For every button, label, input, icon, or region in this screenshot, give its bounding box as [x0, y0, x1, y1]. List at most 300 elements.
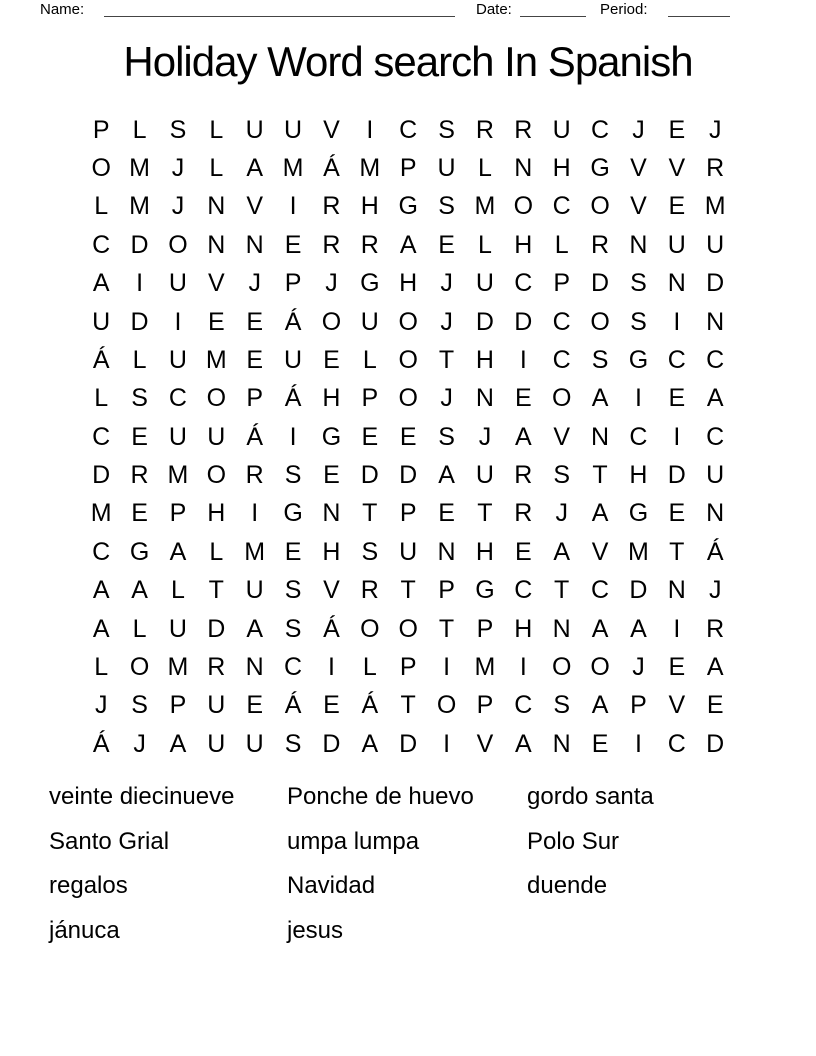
- grid-cell: D: [475, 307, 494, 336]
- grid-cell: C: [168, 384, 187, 413]
- grid-cell: P: [284, 269, 302, 298]
- grid-cell: N: [514, 154, 533, 183]
- grid-cell: E: [399, 422, 417, 451]
- grid-cell: S: [591, 345, 609, 374]
- grid-cell: J: [478, 422, 492, 451]
- grid-cell: N: [552, 729, 571, 758]
- grid-cell: N: [629, 230, 648, 259]
- period-blank-line: [668, 2, 730, 17]
- grid-cell: E: [323, 461, 340, 490]
- grid-cell: Á: [92, 729, 110, 758]
- grid-cell: R: [322, 192, 341, 221]
- grid-cell: N: [245, 230, 264, 259]
- grid-cell: V: [630, 192, 647, 221]
- grid-cell: I: [673, 422, 681, 451]
- grid-cell: O: [398, 384, 418, 413]
- grid-cell: D: [629, 576, 648, 605]
- grid-cell: H: [629, 461, 648, 490]
- grid-cell: A: [514, 729, 532, 758]
- grid-cell: U: [207, 422, 226, 451]
- grid-cell: L: [132, 115, 147, 144]
- grid-cell: R: [591, 230, 610, 259]
- grid-cell: O: [206, 384, 227, 413]
- word-search-grid: [82, 111, 734, 763]
- grid-cell: N: [706, 307, 725, 336]
- grid-cell: C: [92, 230, 111, 259]
- grid-cell: U: [168, 269, 187, 298]
- grid-cell: E: [284, 230, 302, 259]
- grid-cell: S: [438, 422, 455, 451]
- grid-cell: O: [168, 230, 188, 259]
- grid-cell: U: [245, 115, 264, 144]
- grid-cell: C: [552, 192, 571, 221]
- grid-cell: C: [514, 691, 533, 720]
- grid-cell: R: [322, 230, 341, 259]
- grid-cell: Á: [92, 345, 110, 374]
- grid-cell: G: [628, 499, 649, 528]
- grid-cell: U: [168, 422, 187, 451]
- grid-cell: N: [245, 652, 264, 681]
- grid-cell: U: [245, 729, 264, 758]
- grid-cell: P: [169, 499, 187, 528]
- grid-cell: J: [708, 115, 722, 144]
- grid-cell: P: [361, 384, 379, 413]
- grid-cell: C: [514, 269, 533, 298]
- grid-cell: U: [245, 576, 264, 605]
- grid-cell: E: [514, 384, 532, 413]
- grid-cell: L: [94, 652, 109, 681]
- grid-cell: O: [398, 307, 418, 336]
- grid-cell: O: [398, 345, 418, 374]
- grid-cell: H: [514, 230, 533, 259]
- grid-cell: E: [323, 691, 340, 720]
- grid-cell: L: [362, 345, 377, 374]
- grid-cell: U: [706, 230, 725, 259]
- grid-cell: J: [440, 384, 453, 413]
- word-item: Navidad: [287, 872, 376, 900]
- grid-cell: R: [514, 499, 533, 528]
- grid-cell: G: [398, 192, 418, 221]
- grid-cell: S: [361, 537, 379, 566]
- grid-cell: E: [668, 652, 686, 681]
- grid-cell: H: [475, 345, 494, 374]
- grid-cell: P: [399, 499, 417, 528]
- grid-cell: C: [92, 537, 111, 566]
- grid-cell: O: [129, 652, 150, 681]
- grid-cell: Á: [284, 384, 302, 413]
- grid-cell: V: [323, 576, 340, 605]
- grid-cell: R: [706, 614, 725, 643]
- grid-cell: U: [207, 691, 226, 720]
- grid-cell: H: [322, 537, 341, 566]
- grid-cell: S: [553, 691, 571, 720]
- grid-cell: C: [92, 422, 111, 451]
- grid-cell: S: [284, 614, 302, 643]
- grid-cell: N: [667, 576, 686, 605]
- grid-cell: T: [400, 691, 416, 720]
- grid-cell: R: [514, 461, 533, 490]
- grid-cell: S: [553, 461, 571, 490]
- grid-cell: C: [284, 652, 303, 681]
- grid-cell: P: [399, 154, 417, 183]
- grid-cell: O: [436, 691, 457, 720]
- grid-cell: U: [360, 307, 379, 336]
- grid-cell: G: [628, 345, 649, 374]
- grid-cell: T: [669, 537, 685, 566]
- page-title: Holiday Word search In Spanish: [123, 38, 693, 85]
- grid-cell: N: [706, 499, 725, 528]
- grid-cell: I: [673, 307, 681, 336]
- word-item: duende: [527, 872, 608, 900]
- grid-cell: D: [399, 461, 418, 490]
- grid-cell: C: [514, 576, 533, 605]
- grid-cell: U: [284, 345, 303, 374]
- grid-cell: E: [438, 499, 455, 528]
- grid-cell: I: [289, 422, 297, 451]
- grid-cell: R: [207, 652, 226, 681]
- grid-cell: A: [169, 537, 187, 566]
- grid-cell: O: [590, 192, 610, 221]
- grid-cell: C: [706, 422, 725, 451]
- grid-cell: O: [206, 461, 227, 490]
- word-list-column-3: [527, 775, 654, 953]
- grid-cell: E: [591, 729, 609, 758]
- grid-cell: J: [440, 307, 453, 336]
- grid-cell: M: [474, 192, 496, 221]
- grid-cell: D: [667, 461, 686, 490]
- grid-cell: E: [131, 422, 148, 451]
- grid-cell: S: [284, 729, 302, 758]
- word-list-column-2: [287, 775, 527, 953]
- grid-cell: I: [519, 345, 527, 374]
- grid-cell: A: [591, 691, 609, 720]
- grid-cell: S: [284, 461, 302, 490]
- grid-cell: N: [552, 614, 571, 643]
- grid-cell: A: [591, 384, 609, 413]
- grid-cell: G: [475, 576, 495, 605]
- grid-cell: N: [207, 230, 226, 259]
- grid-cell: L: [362, 652, 377, 681]
- grid-cell: J: [94, 691, 108, 720]
- grid-cell: O: [513, 192, 534, 221]
- grid-cell: M: [244, 537, 266, 566]
- grid-cell: V: [246, 192, 264, 221]
- grid-cell: S: [630, 307, 647, 336]
- grid-cell: D: [706, 729, 725, 758]
- grid-cell: S: [131, 691, 148, 720]
- grid-cell: C: [591, 576, 610, 605]
- grid-cell: M: [359, 154, 381, 183]
- grid-cell: G: [283, 499, 303, 528]
- grid-cell: L: [209, 115, 224, 144]
- grid-cell: A: [706, 652, 724, 681]
- grid-cell: S: [438, 115, 455, 144]
- grid-cell: T: [477, 499, 493, 528]
- grid-cell: I: [327, 652, 335, 681]
- grid-cell: J: [248, 269, 261, 298]
- grid-cell: Á: [246, 422, 264, 451]
- grid-cell: E: [706, 691, 724, 720]
- grid-cell: M: [167, 652, 189, 681]
- grid-cell: C: [706, 345, 725, 374]
- grid-cell: C: [667, 729, 686, 758]
- word-item: Ponche de huevo: [287, 783, 474, 811]
- word-list: [49, 775, 654, 953]
- grid-cell: P: [553, 269, 571, 298]
- word-item: Santo Grial: [49, 827, 170, 855]
- word-item: gordo santa: [527, 783, 654, 811]
- grid-cell: C: [399, 115, 418, 144]
- grid-cell: R: [360, 230, 379, 259]
- grid-cell: H: [552, 154, 571, 183]
- grid-cell: G: [590, 154, 610, 183]
- grid-cell: A: [92, 614, 110, 643]
- grid-cell: M: [129, 192, 150, 221]
- grid-cell: R: [360, 576, 379, 605]
- grid-cell: O: [590, 652, 610, 681]
- grid-cell: S: [169, 115, 187, 144]
- grid-cell: P: [169, 691, 187, 720]
- grid-cell: Á: [361, 691, 379, 720]
- grid-cell: N: [437, 537, 456, 566]
- grid-cell: V: [668, 691, 686, 720]
- word-item: veinte diecinueve: [49, 783, 235, 811]
- grid-cell: U: [552, 115, 571, 144]
- grid-cell: P: [630, 691, 647, 720]
- grid-cell: A: [706, 384, 724, 413]
- word-item: umpa lumpa: [287, 827, 420, 855]
- grid-cell: M: [90, 499, 112, 528]
- grid-cell: E: [131, 499, 148, 528]
- grid-cell: D: [130, 230, 149, 259]
- grid-cell: U: [475, 461, 494, 490]
- grid-cell: J: [133, 729, 146, 758]
- word-list-column-1: [49, 775, 287, 953]
- grid-cell: L: [477, 230, 492, 259]
- grid-cell: V: [668, 154, 686, 183]
- grid-cell: L: [94, 192, 109, 221]
- grid-cell: M: [282, 154, 304, 183]
- word-item: jánuca: [49, 916, 120, 944]
- grid-cell: D: [130, 307, 149, 336]
- grid-cell: E: [323, 345, 340, 374]
- grid-cell: D: [514, 307, 533, 336]
- name-blank-line: [104, 2, 455, 17]
- grid-cell: S: [438, 192, 455, 221]
- grid-cell: D: [322, 729, 341, 758]
- grid-cell: H: [322, 384, 341, 413]
- grid-cell: N: [322, 499, 341, 528]
- grid-cell: P: [92, 115, 110, 144]
- grid-cell: Á: [284, 307, 302, 336]
- word-item: Polo Sur: [527, 827, 620, 855]
- grid-cell: A: [246, 154, 264, 183]
- grid-cell: J: [440, 269, 453, 298]
- grid-cell: E: [668, 499, 686, 528]
- grid-cell: T: [592, 461, 608, 490]
- grid-cell: M: [129, 154, 150, 183]
- grid-cell: I: [443, 652, 451, 681]
- grid-cell: U: [92, 307, 111, 336]
- grid-cell: M: [205, 345, 227, 374]
- grid-cell: E: [246, 307, 264, 336]
- grid-cell: T: [362, 499, 378, 528]
- grid-cell: C: [552, 345, 571, 374]
- grid-cell: U: [284, 115, 303, 144]
- grid-cell: U: [168, 614, 187, 643]
- grid-cell: N: [475, 384, 494, 413]
- grid-cell: C: [667, 345, 686, 374]
- grid-cell: U: [437, 154, 456, 183]
- grid-cell: E: [246, 691, 264, 720]
- grid-cell: O: [551, 652, 572, 681]
- grid-cell: I: [251, 499, 259, 528]
- grid-cell: C: [591, 115, 610, 144]
- grid-cell: D: [360, 461, 379, 490]
- grid-cell: U: [168, 345, 187, 374]
- grid-cell: N: [207, 192, 226, 221]
- grid-cell: R: [245, 461, 264, 490]
- grid-cell: Á: [284, 691, 302, 720]
- grid-cell: R: [514, 115, 533, 144]
- grid-cell: V: [323, 115, 340, 144]
- period-label: Period:: [600, 1, 648, 18]
- grid-cell: A: [399, 230, 417, 259]
- grid-cell: H: [514, 614, 533, 643]
- grid-cell: R: [130, 461, 149, 490]
- grid-cell: I: [136, 269, 144, 298]
- grid-cell: E: [246, 345, 264, 374]
- grid-cell: P: [476, 691, 494, 720]
- grid-cell: E: [668, 192, 686, 221]
- grid-cell: O: [321, 307, 342, 336]
- grid-cell: I: [443, 729, 451, 758]
- grid-cell: A: [246, 614, 264, 643]
- grid-cell: T: [438, 614, 455, 643]
- grid-cell: U: [667, 230, 686, 259]
- grid-cell: A: [438, 461, 455, 490]
- grid-cell: U: [207, 729, 226, 758]
- grid-cell: I: [673, 614, 681, 643]
- grid-cell: T: [400, 576, 416, 605]
- grid-cell: L: [209, 537, 224, 566]
- grid-cell: G: [360, 269, 380, 298]
- grid-cell: G: [321, 422, 342, 451]
- grid-cell: I: [366, 115, 374, 144]
- grid-cell: V: [591, 537, 609, 566]
- grid-cell: I: [634, 729, 642, 758]
- grid-cell: A: [361, 729, 379, 758]
- grid-cell: P: [476, 614, 494, 643]
- grid-cell: L: [477, 154, 492, 183]
- grid-cell: I: [174, 307, 182, 336]
- grid-cell: G: [129, 537, 150, 566]
- grid-cell: S: [630, 269, 647, 298]
- grid-cell: M: [474, 652, 496, 681]
- grid-cell: V: [630, 154, 647, 183]
- grid-cell: Á: [706, 537, 724, 566]
- grid-cell: E: [361, 422, 379, 451]
- grid-cell: J: [632, 652, 645, 681]
- grid-cell: S: [131, 384, 148, 413]
- grid-cell: J: [555, 499, 568, 528]
- grid-cell: P: [246, 384, 264, 413]
- grid-cell: L: [170, 576, 185, 605]
- grid-cell: L: [132, 345, 147, 374]
- grid-cell: L: [554, 230, 569, 259]
- grid-cell: O: [360, 614, 380, 643]
- grid-cell: A: [591, 499, 609, 528]
- grid-cell: V: [553, 422, 571, 451]
- grid-cell: C: [629, 422, 648, 451]
- grid-cell: A: [92, 269, 110, 298]
- word-item: regalos: [49, 872, 128, 900]
- grid-cell: N: [591, 422, 610, 451]
- grid-cell: M: [628, 537, 649, 566]
- grid-cell: A: [169, 729, 187, 758]
- grid-cell: D: [207, 614, 226, 643]
- grid-cell: D: [706, 269, 725, 298]
- grid-cell: J: [171, 154, 185, 183]
- grid-cell: H: [475, 537, 494, 566]
- grid-cell: I: [289, 192, 297, 221]
- grid-cell: D: [92, 461, 111, 490]
- word-item: jesus: [287, 916, 344, 944]
- grid-cell: S: [284, 576, 302, 605]
- grid-cell: H: [360, 192, 379, 221]
- grid-cell: L: [209, 154, 224, 183]
- grid-cell: N: [667, 269, 686, 298]
- grid-cell: A: [591, 614, 609, 643]
- grid-cell: R: [706, 154, 725, 183]
- grid-cell: A: [131, 576, 148, 605]
- grid-cell: J: [171, 192, 185, 221]
- date-label: Date:: [476, 1, 512, 18]
- grid-cell: O: [91, 154, 111, 183]
- grid-cell: O: [551, 384, 572, 413]
- grid-cell: H: [207, 499, 226, 528]
- grid-cell: V: [207, 269, 225, 298]
- grid-cell: Á: [323, 154, 340, 183]
- grid-cell: C: [552, 307, 571, 336]
- grid-cell: L: [94, 384, 109, 413]
- grid-cell: M: [167, 461, 189, 490]
- grid-cell: T: [208, 576, 224, 605]
- grid-cell: E: [284, 537, 302, 566]
- grid-cell: O: [398, 614, 418, 643]
- grid-cell: I: [519, 652, 527, 681]
- grid-cell: A: [92, 576, 110, 605]
- grid-cell: E: [438, 230, 455, 259]
- grid-cell: H: [399, 269, 418, 298]
- grid-cell: A: [553, 537, 571, 566]
- grid-cell: T: [554, 576, 570, 605]
- grid-cell: V: [476, 729, 494, 758]
- grid-cell: I: [634, 384, 642, 413]
- grid-cell: M: [704, 192, 726, 221]
- grid-cell: P: [438, 576, 455, 605]
- grid-cell: D: [591, 269, 610, 298]
- grid-cell: R: [475, 115, 494, 144]
- grid-cell: L: [132, 614, 147, 643]
- grid-cell: O: [590, 307, 610, 336]
- grid-cell: E: [668, 115, 686, 144]
- grid-cell: T: [438, 345, 455, 374]
- grid-cell: Á: [323, 614, 340, 643]
- grid-cell: E: [207, 307, 225, 336]
- grid-cell: D: [399, 729, 418, 758]
- grid-cell: E: [514, 537, 532, 566]
